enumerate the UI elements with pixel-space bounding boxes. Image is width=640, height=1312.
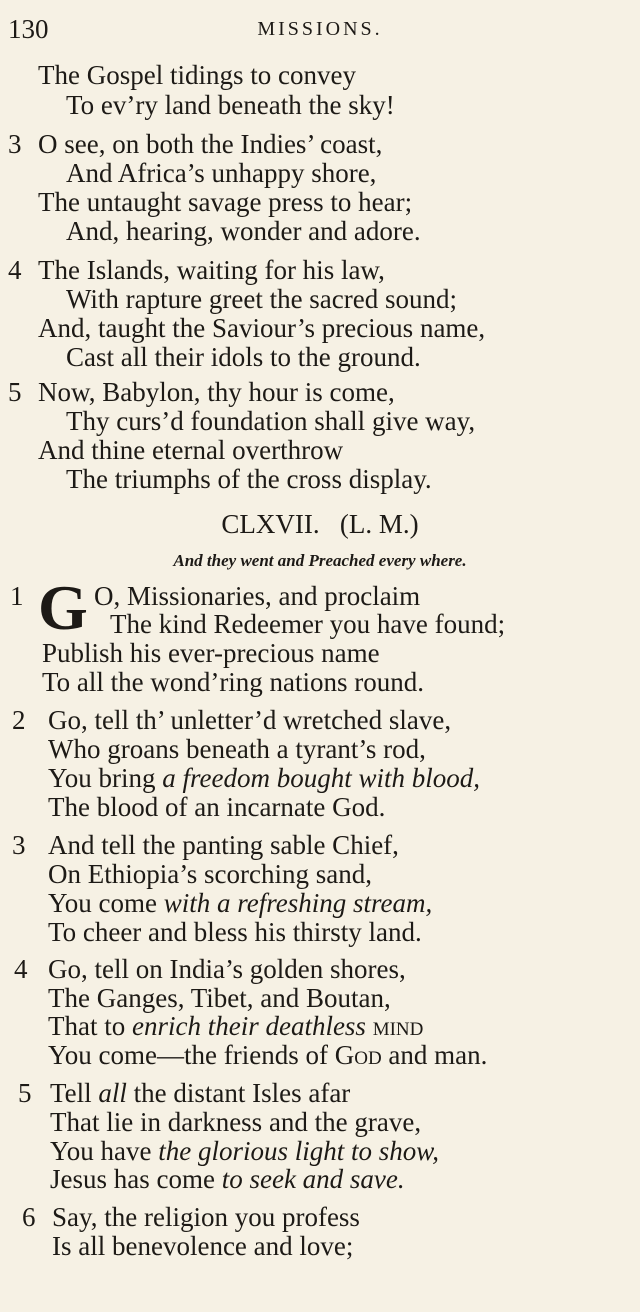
verse-line: Is all benevolence and love;	[52, 1231, 354, 1261]
verse-line: The Islands, waiting for his law,	[38, 255, 385, 285]
verse-number: 6	[22, 1202, 36, 1232]
verse-line	[48, 1011, 423, 1041]
verse-line: And Africa’s unhappy shore,	[66, 158, 377, 188]
verse-line: To cheer and bless his thirsty land.	[48, 917, 422, 947]
text-span: Tell	[50, 1078, 99, 1108]
verse-line: Thy curs’d foundation shall give way,	[66, 406, 476, 436]
italic-span: with a refreshing stream,	[163, 888, 433, 918]
verse-number: 4	[14, 954, 28, 984]
italic-span: a freedom bought with blood,	[162, 763, 481, 793]
verse-line: With rapture greet the sacred sound;	[66, 284, 458, 314]
verse-line	[48, 888, 432, 918]
verse-line	[48, 1040, 487, 1070]
verse-line: And, taught the Saviour’s precious name,	[38, 313, 486, 343]
verse-line: Publish his ever-precious name	[42, 638, 380, 668]
drop-cap: G	[38, 572, 88, 643]
verse-line: To all the wond’ring nations round.	[42, 667, 425, 697]
verse-number: 5	[18, 1078, 32, 1108]
text-span: You come	[48, 888, 164, 918]
verse-line	[50, 1078, 350, 1108]
text-span: Jesus has come	[50, 1164, 222, 1194]
verse-number: 4	[8, 255, 22, 285]
verse-line: The kind Redeemer you have found;	[110, 609, 506, 639]
text-span: the distant Isles afar	[126, 1078, 351, 1108]
verse-line: Say, the religion you profess	[52, 1202, 360, 1232]
verse-line: Go, tell th’ unletter’d wretched slave,	[48, 705, 452, 735]
text-span: You come—the friends of	[48, 1040, 335, 1070]
verse-line: Who groans beneath a tyrant’s rod,	[48, 734, 426, 764]
italic-span: all	[98, 1078, 127, 1108]
text-span: You have	[50, 1136, 159, 1166]
verse-number: 3	[8, 129, 22, 159]
verse-line: That lie in darkness and the grave,	[50, 1107, 422, 1137]
verse-line: The untaught savage press to hear;	[38, 187, 413, 217]
verse-line: The triumphs of the cross display.	[66, 464, 432, 494]
verse-number: 3	[12, 830, 26, 860]
hymn-heading: CLXVII. (L. M.)	[221, 509, 419, 539]
text-span: That to	[48, 1011, 132, 1041]
verse-line	[50, 1136, 439, 1166]
italic-span: enrich their deathless	[131, 1011, 366, 1041]
small-caps-span: mind	[365, 1011, 424, 1041]
italic-span: the glorious light to show,	[158, 1136, 440, 1166]
verse-line: Cast all their idols to the ground.	[66, 342, 421, 372]
verse-line: On Ethiopia’s scorching sand,	[48, 859, 372, 889]
verse-line: O see, on both the Indies’ coast,	[38, 129, 383, 159]
italic-span: to seek and save.	[221, 1164, 405, 1194]
verse-line: Go, tell on India’s golden shores,	[48, 954, 406, 984]
continuation-line: To ev’ry land beneath the sky!	[66, 90, 395, 120]
verse-line: And tell the panting sable Chief,	[48, 830, 399, 860]
hymn-subtitle: And they went and Preached every where.	[173, 551, 467, 570]
running-title: MISSIONS.	[257, 18, 383, 40]
page-number: 130	[8, 14, 49, 44]
verse-number: 5	[8, 377, 22, 407]
verse-line: And, hearing, wonder and adore.	[66, 216, 421, 246]
text-span: and man.	[381, 1040, 488, 1070]
small-caps-span: God	[334, 1040, 382, 1070]
verse-line	[48, 763, 480, 793]
continuation-line: The Gospel tidings to convey	[38, 60, 356, 90]
verse-line: The Ganges, Tibet, and Boutan,	[48, 983, 391, 1013]
verse-line: O, Missionaries, and proclaim	[94, 581, 421, 611]
verse-line: Now, Babylon, thy hour is come,	[38, 377, 395, 407]
verse-line	[50, 1164, 405, 1194]
verse-line: And thine eternal overthrow	[38, 435, 344, 465]
verse-number: 2	[12, 705, 26, 735]
running-header	[8, 14, 632, 44]
text-span: You bring	[48, 763, 163, 793]
verse-number: 1	[10, 581, 24, 611]
verse-line: The blood of an incarnate God.	[48, 792, 386, 822]
